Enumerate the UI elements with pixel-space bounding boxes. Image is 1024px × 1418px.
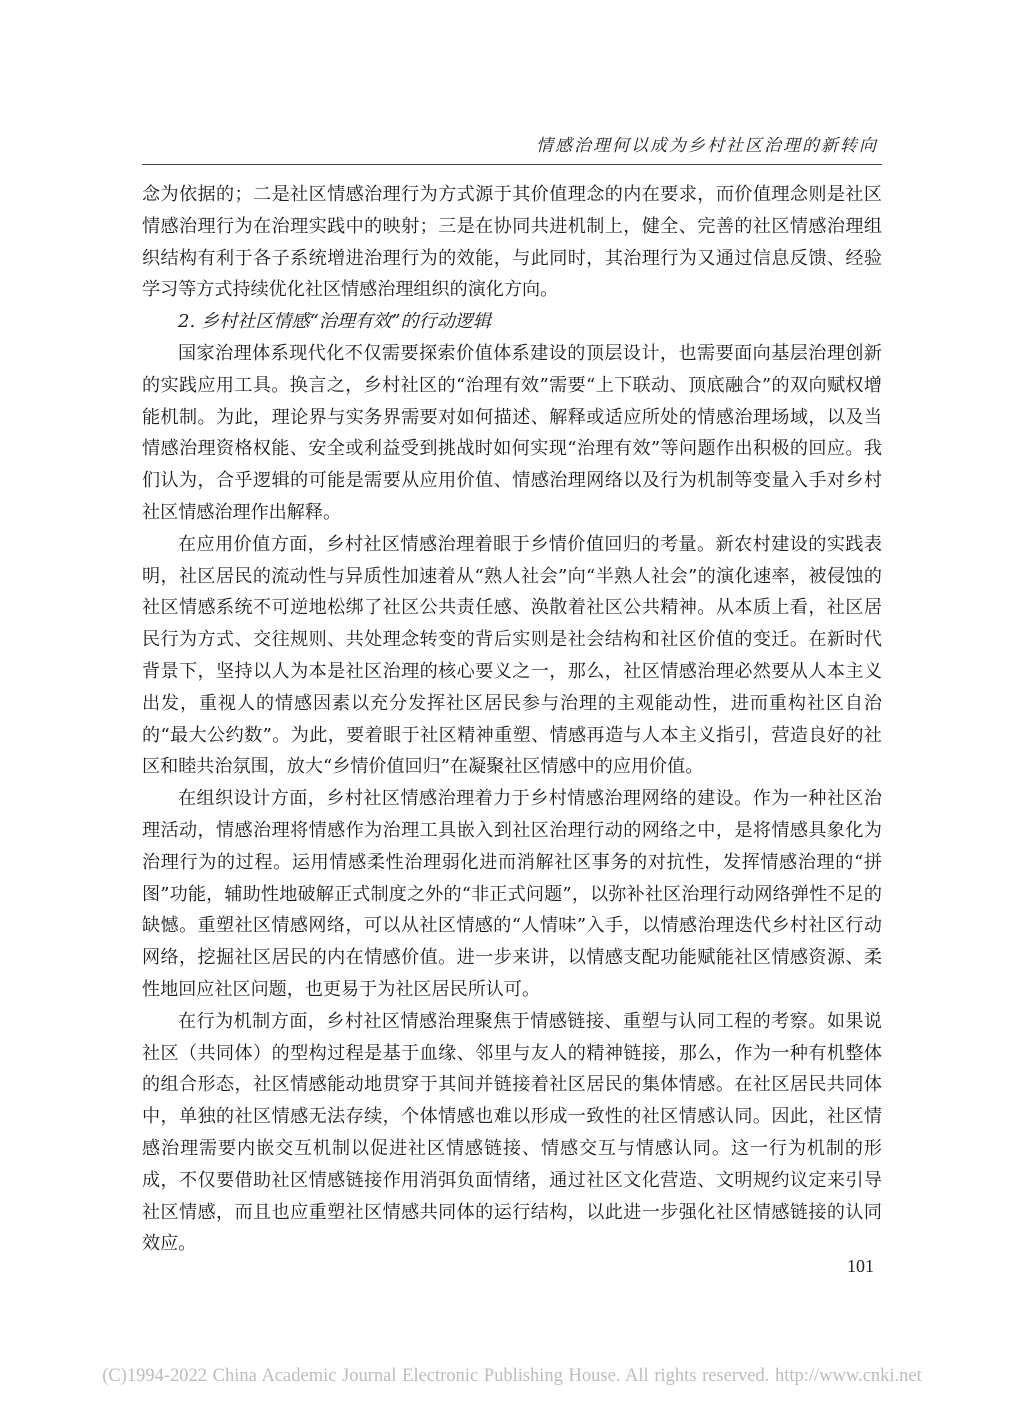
paragraph-3: 在组织设计方面，乡村社区情感治理着力于乡村情感治理网络的建设。作为一种社区治理活动，情感治理将情感作为治理工具嵌入到社区治理行动的网络之中，是将情感具象化为治理行为的过程。运用情感柔性治理弱化进而消解社区事务的对抗性，发挥情感治理的“拼图”功能，辅助性地破解正式制度之外的“非正式问题”，以弥补社区治理行动网络弹性不足的缺憾。重塑社区情感网络，可以从社区情感的“人情味”入手，以情感治理迭代乡村社区行动网络，挖掘社区居民的内在情感价值。进一步来讲，以情感支配功能赋能社区情感资源、柔性地回应社区问题，也更易于为社区居民所认可。 <box>142 788 882 1000</box>
paragraph-1: 国家治理体系现代化不仅需要探索价值体系建设的顶层设计，也需要面向基层治理创新的实践应用工具。换言之，乡村社区的“治理有效”需要“上下联动、顶底融合”的双向赋权增能机制。为此，理论界与实务界需要对如何描述、解释或适应所处的情感治理场域，以及当情感治理资格权能、安全或利益受到挑战时如何实现“治理有效”等问题作出积极的回应。我们认为，合乎逻辑的可能是需要从应用价值、情感治理网络以及行为机制等变量入手对乡村社区情感治理作出解释。 <box>142 342 882 523</box>
paragraph-continued: 念为依据的；二是社区情感治理行为方式源于其价值理念的内在要求，而价值理念则是社区情感治理行为在治理实践中的映射；三是在协同共进机制上，健全、完善的社区情感治理组织结构有利于各子系统增进治理行为的效能，与此同时，其治理行为又通过信息反馈、经验学习等方式持续优化社区情感治理组织的演化方向。 <box>142 184 882 301</box>
paragraph-2: 在应用价值方面，乡村社区情感治理着眼于乡情价值回归的考量。新农村建设的实践表明，社区居民的流动性与异质性加速着从“熟人社会”向“半熟人社会”的演化速率，被侵蚀的社区情感系统不可逆地松绑了社区公共责任感、涣散着社区公共精神。从本质上看，社区居民行为方式、交往规则、共处理念转变的背后实则是社会结构和社区价值的变迁。在新时代背景下，坚持以人为本是社区治理的核心要义之一，那么，社区情感治理必然要从人本主义出发，重视人的情感因素以充分发挥社区居民参与治理的主观能动性，进而重构社区自治的“最大公约数”。为此，要着眼于社区精神重塑、情感再造与人本主义指引，营造良好的社区和睦共治氛围，放大“乡情价值回归”在凝聚社区情感中的应用价值。 <box>142 533 882 778</box>
section-subheading: 2. 乡村社区情感“治理有效”的行动逻辑 <box>178 311 491 333</box>
copyright-watermark: (C)1994-2022 China Academic Journal Electronic Publishing House. All rights reserved. http://www.cnki.net <box>102 1366 922 1386</box>
article-body <box>142 179 882 1260</box>
header-rule <box>142 164 882 165</box>
running-head: 情感治理何以成为乡村社区治理的新转向 <box>536 136 878 156</box>
page-number: 101 <box>847 1256 874 1276</box>
paragraph-4: 在行为机制方面，乡村社区情感治理聚焦于情感链接、重塑与认同工程的考察。如果说社区（共同体）的型构过程是基于血缘、邻里与友人的精神链接，那么，作为一种有机整体的组合形态，社区情感能动地贯穿于其间并链接着社区居民的集体情感。在社区居民共同体中，单独的社区情感无法存续，个体情感也难以形成一致性的社区情感认同。因此，社区情感治理需要内嵌交互机制以促进社区情感链接、情感交互与情感认同。这一行为机制的形成，不仅要借助社区情感链接作用消弭负面情绪，通过社区文化营造、文明规约议定来引导社区情感，而且也应重塑社区情感共同体的运行结构，以此进一步强化社区情感链接的认同效应。 <box>142 1010 882 1255</box>
